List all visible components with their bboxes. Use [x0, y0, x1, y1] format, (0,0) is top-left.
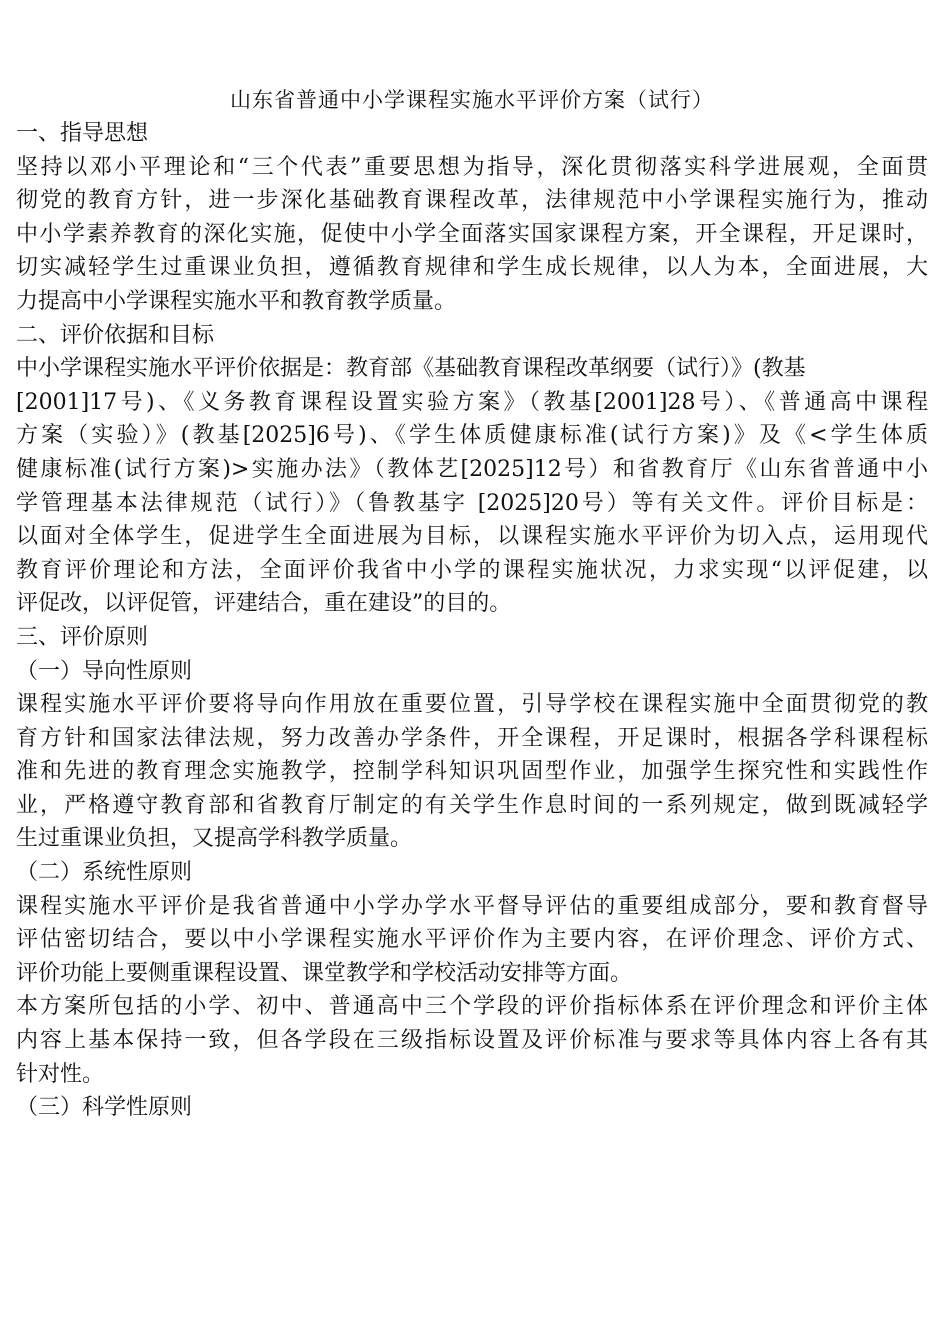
subsection-heading-orientation: （一）导向性原则 — [16, 658, 193, 684]
paragraph-line: 课程实施水平评价要将导向作用放在重要位置，引导学校在课程实施中全面贯彻党的教 — [16, 692, 928, 718]
paragraph-line: 健康标准(试行方案)>实施办法》（教体艺[2025]12号）和省教育厅《山东省普通中小 — [16, 456, 928, 482]
subsection-heading-scientific: （三）科学性原则 — [16, 1095, 193, 1121]
paragraph-line: 业，严格遵守教育部和省教育厅制定的有关学生作息时间的一系列规定，做到既减轻学 — [16, 792, 928, 818]
paragraph-line: 准和先进的教育理念实施教学，控制学科知识巩固型作业，加强学生探究性和实践性作 — [16, 759, 928, 785]
paragraph-line: 评促改，以评促管，评建结合，重在建设”的目的。 — [16, 591, 512, 617]
paragraph-line: 力提高中小学课程实施水平和教育教学质量。 — [16, 288, 457, 314]
subsection-heading-systematic: （二）系统性原则 — [16, 860, 193, 886]
paragraph-line: 评价功能上要侧重课程设置、课堂教学和学校活动安排等方面。 — [16, 960, 633, 986]
paragraph-line: 切实减轻学生过重课业负担，遵循教育规律和学生成长规律，以人为本，全面进展，大 — [16, 255, 928, 281]
paragraph-line: 内容上基本保持一致，但各学段在三级指标设置及评价标准与要求等具体内容上各有其 — [16, 1028, 928, 1054]
section-heading-principles: 三、评价原则 — [16, 624, 149, 650]
paragraph-line: 本方案所包括的小学、初中、普通高中三个学段的评价指标体系在评价理念和评价主体 — [16, 994, 928, 1020]
paragraph-line: 学管理基本法律规范（试行）》（鲁教基字 [2025]20号）等有关文件。评价目标是： — [16, 490, 928, 516]
section-heading-basis-and-goals: 二、评价依据和目标 — [16, 322, 215, 348]
paragraph-line: 以面对全体学生，促进学生全面进展为目标，以课程实施水平评价为切入点，运用现代 — [16, 524, 928, 550]
paragraph-line: 评估密切结合，要以中小学课程实施水平评价作为主要内容，在评价理念、评价方式、 — [16, 927, 928, 953]
document-title: 山东省普通中小学课程实施水平评价方案（试行） — [230, 88, 714, 112]
paragraph-line: 方案（实验）》(教基[2025]6号)、《学生体质健康标准(试行方案)》及《<学生体质 — [16, 423, 928, 449]
paragraph-line: 生过重课业负担，又提高学科教学质量。 — [16, 826, 413, 852]
paragraph-line: 中小学素养教育的深化实施，促使中小学全面落实国家课程方案，开全课程，开足课时， — [16, 221, 928, 247]
paragraph-line: 针对性。 — [16, 1061, 105, 1087]
paragraph-line: 彻党的教育方针，进一步深化基础教育课程改革，法律规范中小学课程实施行为，推动 — [16, 188, 928, 214]
paragraph-line: 育方针和国家法律法规，努力改善办学条件，开全课程，开足课时，根据各学科课程标 — [16, 725, 928, 751]
paragraph-line: 中小学课程实施水平评价依据是：教育部《基础教育课程改革纲要（试行）》(教基 — [16, 356, 806, 382]
section-heading-guiding-thought: 一、指导思想 — [16, 121, 149, 146]
paragraph-line: [2001]17号)、《义务教育课程设置实验方案》（教基[2001]28号）、《普通高中课程 — [16, 389, 928, 415]
paragraph-line: 坚持以邓小平理论和“三个代表”重要思想为指导，深化贯彻落实科学进展观，全面贯 — [16, 154, 928, 180]
paragraph-line: 教育评价理论和方法，全面评价我省中小学的课程实施状况，力求实现“以评促建，以 — [16, 557, 928, 583]
paragraph-line: 课程实施水平评价是我省普通中小学办学水平督导评估的重要组成部分，要和教育督导 — [16, 893, 928, 919]
document-page — [16, 84, 928, 1125]
